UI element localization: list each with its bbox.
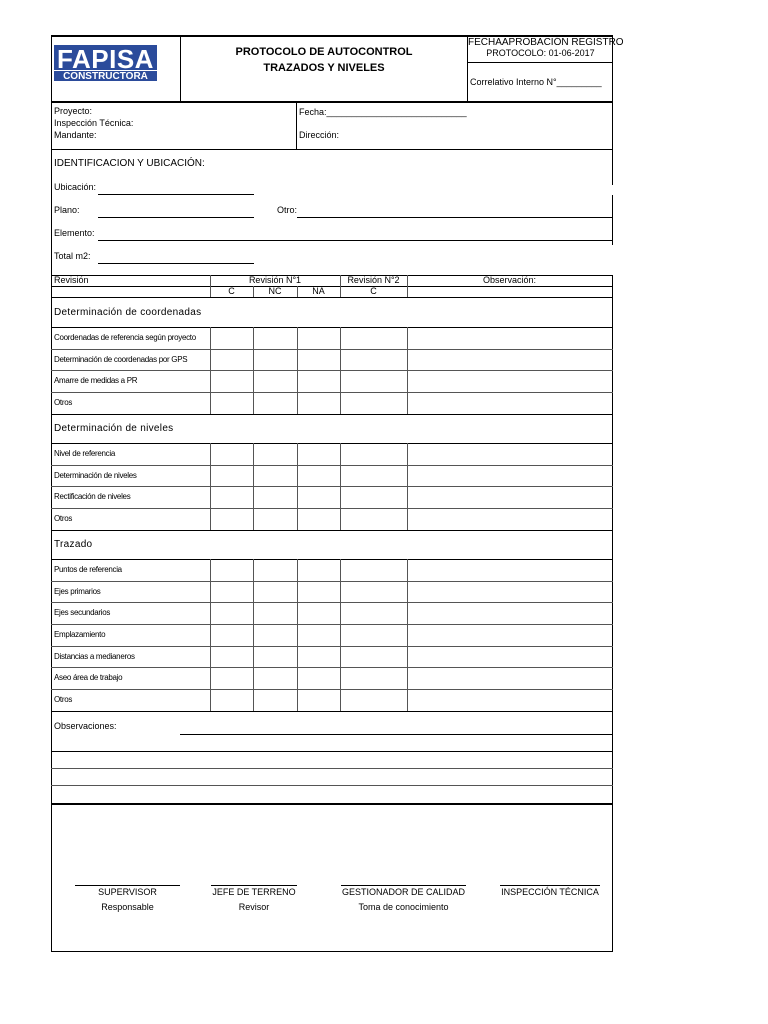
signature-role: GESTIONADOR DE CALIDAD	[341, 887, 466, 897]
correlativo-field[interactable]: Correlativo Interno N°_________	[470, 77, 602, 87]
section-title: Determinación de coordenadas	[54, 307, 202, 318]
plano-label: Plano:	[54, 205, 80, 215]
elemento-label: Elemento:	[54, 228, 95, 238]
observaciones-label: Observaciones:	[54, 721, 117, 731]
table-row: Coordenadas de referencia según proyecto	[54, 333, 196, 342]
col-revision-2: Revisión N°2	[347, 275, 400, 285]
plano-input-line[interactable]	[98, 217, 254, 218]
logo-text-top: FAPISA	[57, 44, 154, 74]
table-row: Puntos de referencia	[54, 565, 122, 574]
subcol-nc: NC	[268, 286, 282, 296]
observaciones-line[interactable]	[51, 768, 613, 769]
table-row: Emplazamiento	[54, 630, 106, 639]
table-row: Otros	[54, 514, 73, 523]
table-row: Ejes primarios	[54, 587, 101, 596]
signature-role: SUPERVISOR	[98, 887, 157, 897]
table-row: Ejes secundarios	[54, 608, 111, 617]
document-title: PROTOCOLO DE AUTOCONTROL	[235, 46, 413, 58]
otro-label: Otro:	[277, 205, 298, 215]
total-input-line[interactable]	[98, 263, 254, 264]
approval-label: FECHAAPROBACIÓN REGISTRO	[468, 37, 624, 48]
col-revision: Revisión	[54, 275, 89, 285]
subcol-c2: C	[370, 286, 377, 296]
signature-sub: Toma de conocimiento	[358, 902, 449, 912]
signature-line-inspeccion[interactable]	[500, 885, 600, 886]
company-logo	[54, 45, 157, 81]
identificacion-heading: IDENTIFICACION Y UBICACIÓN:	[54, 158, 205, 169]
signature-line-calidad[interactable]	[341, 885, 466, 886]
table-row: Determinación de niveles	[54, 471, 137, 480]
direccion-label[interactable]: Dirección:	[299, 130, 340, 140]
col-observacion: Observación:	[482, 275, 537, 285]
elemento-input-line[interactable]	[98, 240, 612, 241]
proyecto-label[interactable]: Proyecto:	[54, 106, 93, 116]
col-revision-1: Revisión N°1	[248, 275, 302, 285]
table-row: Amarre de medidas a PR	[54, 376, 138, 385]
table-row: Rectificación de niveles	[54, 492, 131, 501]
signature-line-jefe[interactable]	[211, 885, 297, 886]
table-row: Nivel de referencia	[54, 449, 115, 458]
document-subtitle: TRAZADOS Y NIVELES	[263, 62, 385, 74]
signature-sub: Revisor	[238, 902, 270, 912]
inspeccion-label[interactable]: Inspección Técnica:	[54, 118, 134, 128]
section-title: Determinación de niveles	[54, 423, 174, 434]
fecha-field[interactable]: Fecha:____________________________	[299, 107, 467, 117]
table-row: Otros	[54, 398, 73, 407]
observaciones-line[interactable]	[180, 734, 612, 735]
subcol-na: NA	[312, 286, 325, 296]
table-row: Otros	[54, 695, 73, 704]
observaciones-line[interactable]	[51, 751, 613, 752]
observaciones-line[interactable]	[51, 785, 613, 786]
ubicacion-label: Ubicación:	[54, 182, 97, 192]
table-row: Determinación de coordenadas por GPS	[54, 355, 188, 364]
section-title: Trazado	[54, 539, 93, 550]
ubicacion-input-line[interactable]	[98, 194, 254, 195]
approval-date: PROTOCOLO: 01-06-2017	[486, 48, 595, 58]
mandante-label[interactable]: Mandante:	[54, 130, 97, 140]
table-row: Aseo área de trabajo	[54, 673, 123, 682]
logo-text-bottom: CONSTRUCTORA	[54, 70, 157, 82]
signature-role: JEFE DE TERRENO	[212, 887, 296, 897]
otro-input-line[interactable]	[297, 217, 612, 218]
signature-role: INSPECCIÓN TÉCNICA	[501, 887, 599, 897]
signature-line-supervisor[interactable]	[75, 885, 180, 886]
table-row: Distancias a medianeros	[54, 652, 135, 661]
total-label: Total m2:	[54, 251, 91, 261]
signature-sub: Responsable	[101, 902, 154, 912]
subcol-c: C	[228, 286, 235, 296]
